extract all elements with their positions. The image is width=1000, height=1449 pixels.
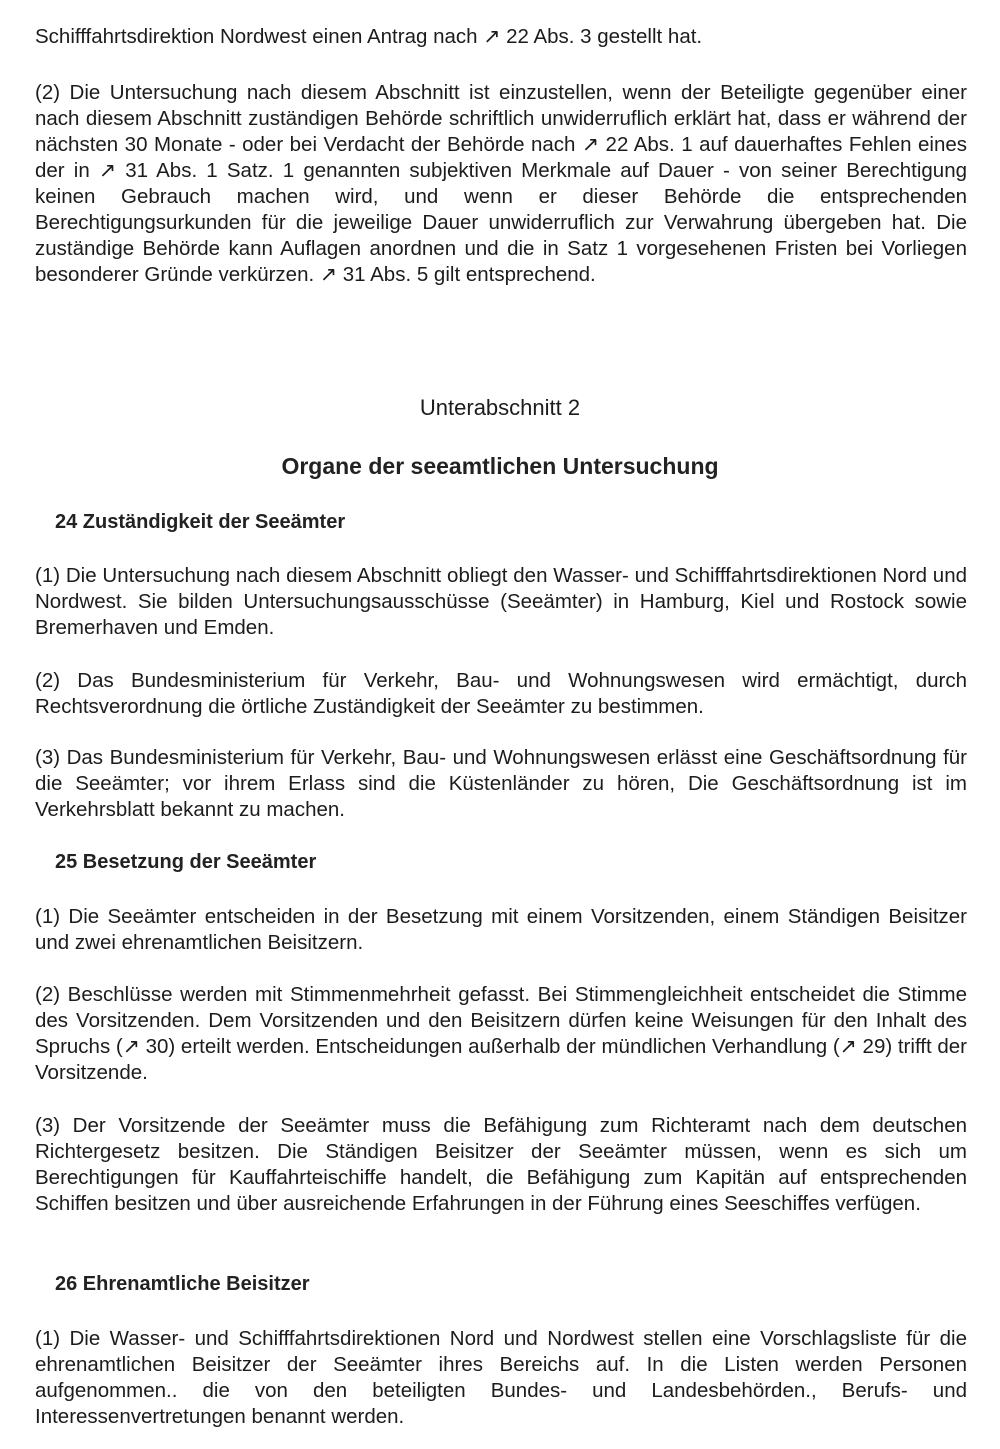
paragraph-24-1: (1) Die Untersuchung nach diesem Abschnitt obliegt den Wasser- und Schifffahrtsdirektionen Nord und Nordwest. Sie bilden Untersuchungsausschüsse (Seeämter) in Hamburg, Kiel und Rostock sowie Bremerhaven und Emden. bbox=[35, 564, 967, 639]
subsection-heading: Unterabschnitt 2 bbox=[419, 395, 581, 420]
paragraph-25-1: (1) Die Seeämter entscheiden in der Besetzung mit einem Vorsitzenden, einem Ständigen Beisitzer und zwei ehrenamtlichen Beisitzern. bbox=[35, 905, 967, 954]
paragraph-24-2: (2) Das Bundesministerium für Verkehr, Bau- und Wohnungswesen wird ermächtigt, durch Rechtsverordnung die örtliche Zuständigkeit der Seeämter zu bestimmen. bbox=[35, 669, 967, 718]
section-25-heading: 25 Besetzung der Seeämter bbox=[55, 851, 317, 873]
paragraph-26-1: (1) Die Wasser- und Schifffahrtsdirektionen Nord und Nordwest stellen eine Vorschlagsliste für die ehrenamtlichen Beisitzer der Seeämter ihres Bereichs auf. In die Listen werden Personen aufgenommen.. die von den beteiligten Bundes- und Landesbehörden., Berufs- und Interessenvertretungen benannt werden. bbox=[35, 1327, 967, 1428]
paragraph-23-2: (2) Die Untersuchung nach diesem Abschnitt ist einzustellen, wenn der Beteiligte gegenüber einer nach diesem Abschnitt zuständigen Behörde schriftlich unwiderruflich erklärt hat, dass er während der nächsten 30 Monate - oder bei Verdacht der Behörde nach ↗ 22 Abs. 1 auf dauerhaftes Fehlen eines der in ↗ 31 Abs. 1 Satz. 1 genannten subjektiven Merkmale auf Dauer - von seiner Berechtigung keinen Gebrauch machen wird, und wenn er dieser Behörde die entsprechenden Berechtigungsurkunden für die jeweilige Dauer unwiderruflich zur Verwahrung übergeben hat. Die zuständige Behörde kann Auflagen anordnen und die in Satz 1 vorgesehenen Fristen bei Vorliegen besonderer Gründe verkürzen. ↗ 31 Abs. 5 gilt entsprechend. bbox=[35, 81, 967, 286]
paragraph-25-2: (2) Beschlüsse werden mit Stimmenmehrheit gefasst. Bei Stimmengleichheit entscheidet die Stimme des Vorsitzenden. Dem Vorsitzenden und den Beisitzern dürfen keine Weisungen für den Inhalt des Spruchs (↗ 30) erteilt werden. Entscheidungen außerhalb der mündlichen Verhandlung (↗ 29) trifft der Vorsitzende. bbox=[35, 983, 967, 1084]
section-26-heading: 26 Ehrenamtliche Beisitzer bbox=[55, 1273, 310, 1295]
section-24-heading: 24 Zuständigkeit der Seeämter bbox=[55, 511, 346, 533]
intro-line: Schifffahrtsdirektion Nordwest einen Antrag nach ↗ 22 Abs. 3 gestellt hat. bbox=[35, 25, 703, 48]
paragraph-24-3: (3) Das Bundesministerium für Verkehr, Bau- und Wohnungswesen erlässt eine Geschäftsordnung für die Seeämter; vor ihrem Erlass sind die Küstenländer zu hören, Die Geschäftsordnung ist im Verkehrsblatt bekannt zu machen. bbox=[35, 746, 967, 821]
paragraph-25-3: (3) Der Vorsitzende der Seeämter muss die Befähigung zum Richteramt nach dem deutschen Richtergesetz besitzen. Die Ständigen Beisitzer der Seeämter müssen, wenn es sich um Berechtigungen für Kauffahrteischiffe handelt, die Befähigung zum Kapitän auf entsprechenden Schiffen besitzen und über ausreichende Erfahrungen in der Führung eines Seeschiffes verfügen. bbox=[35, 1114, 967, 1215]
chapter-title: Organe der seeamtlichen Untersuchung bbox=[281, 453, 719, 479]
